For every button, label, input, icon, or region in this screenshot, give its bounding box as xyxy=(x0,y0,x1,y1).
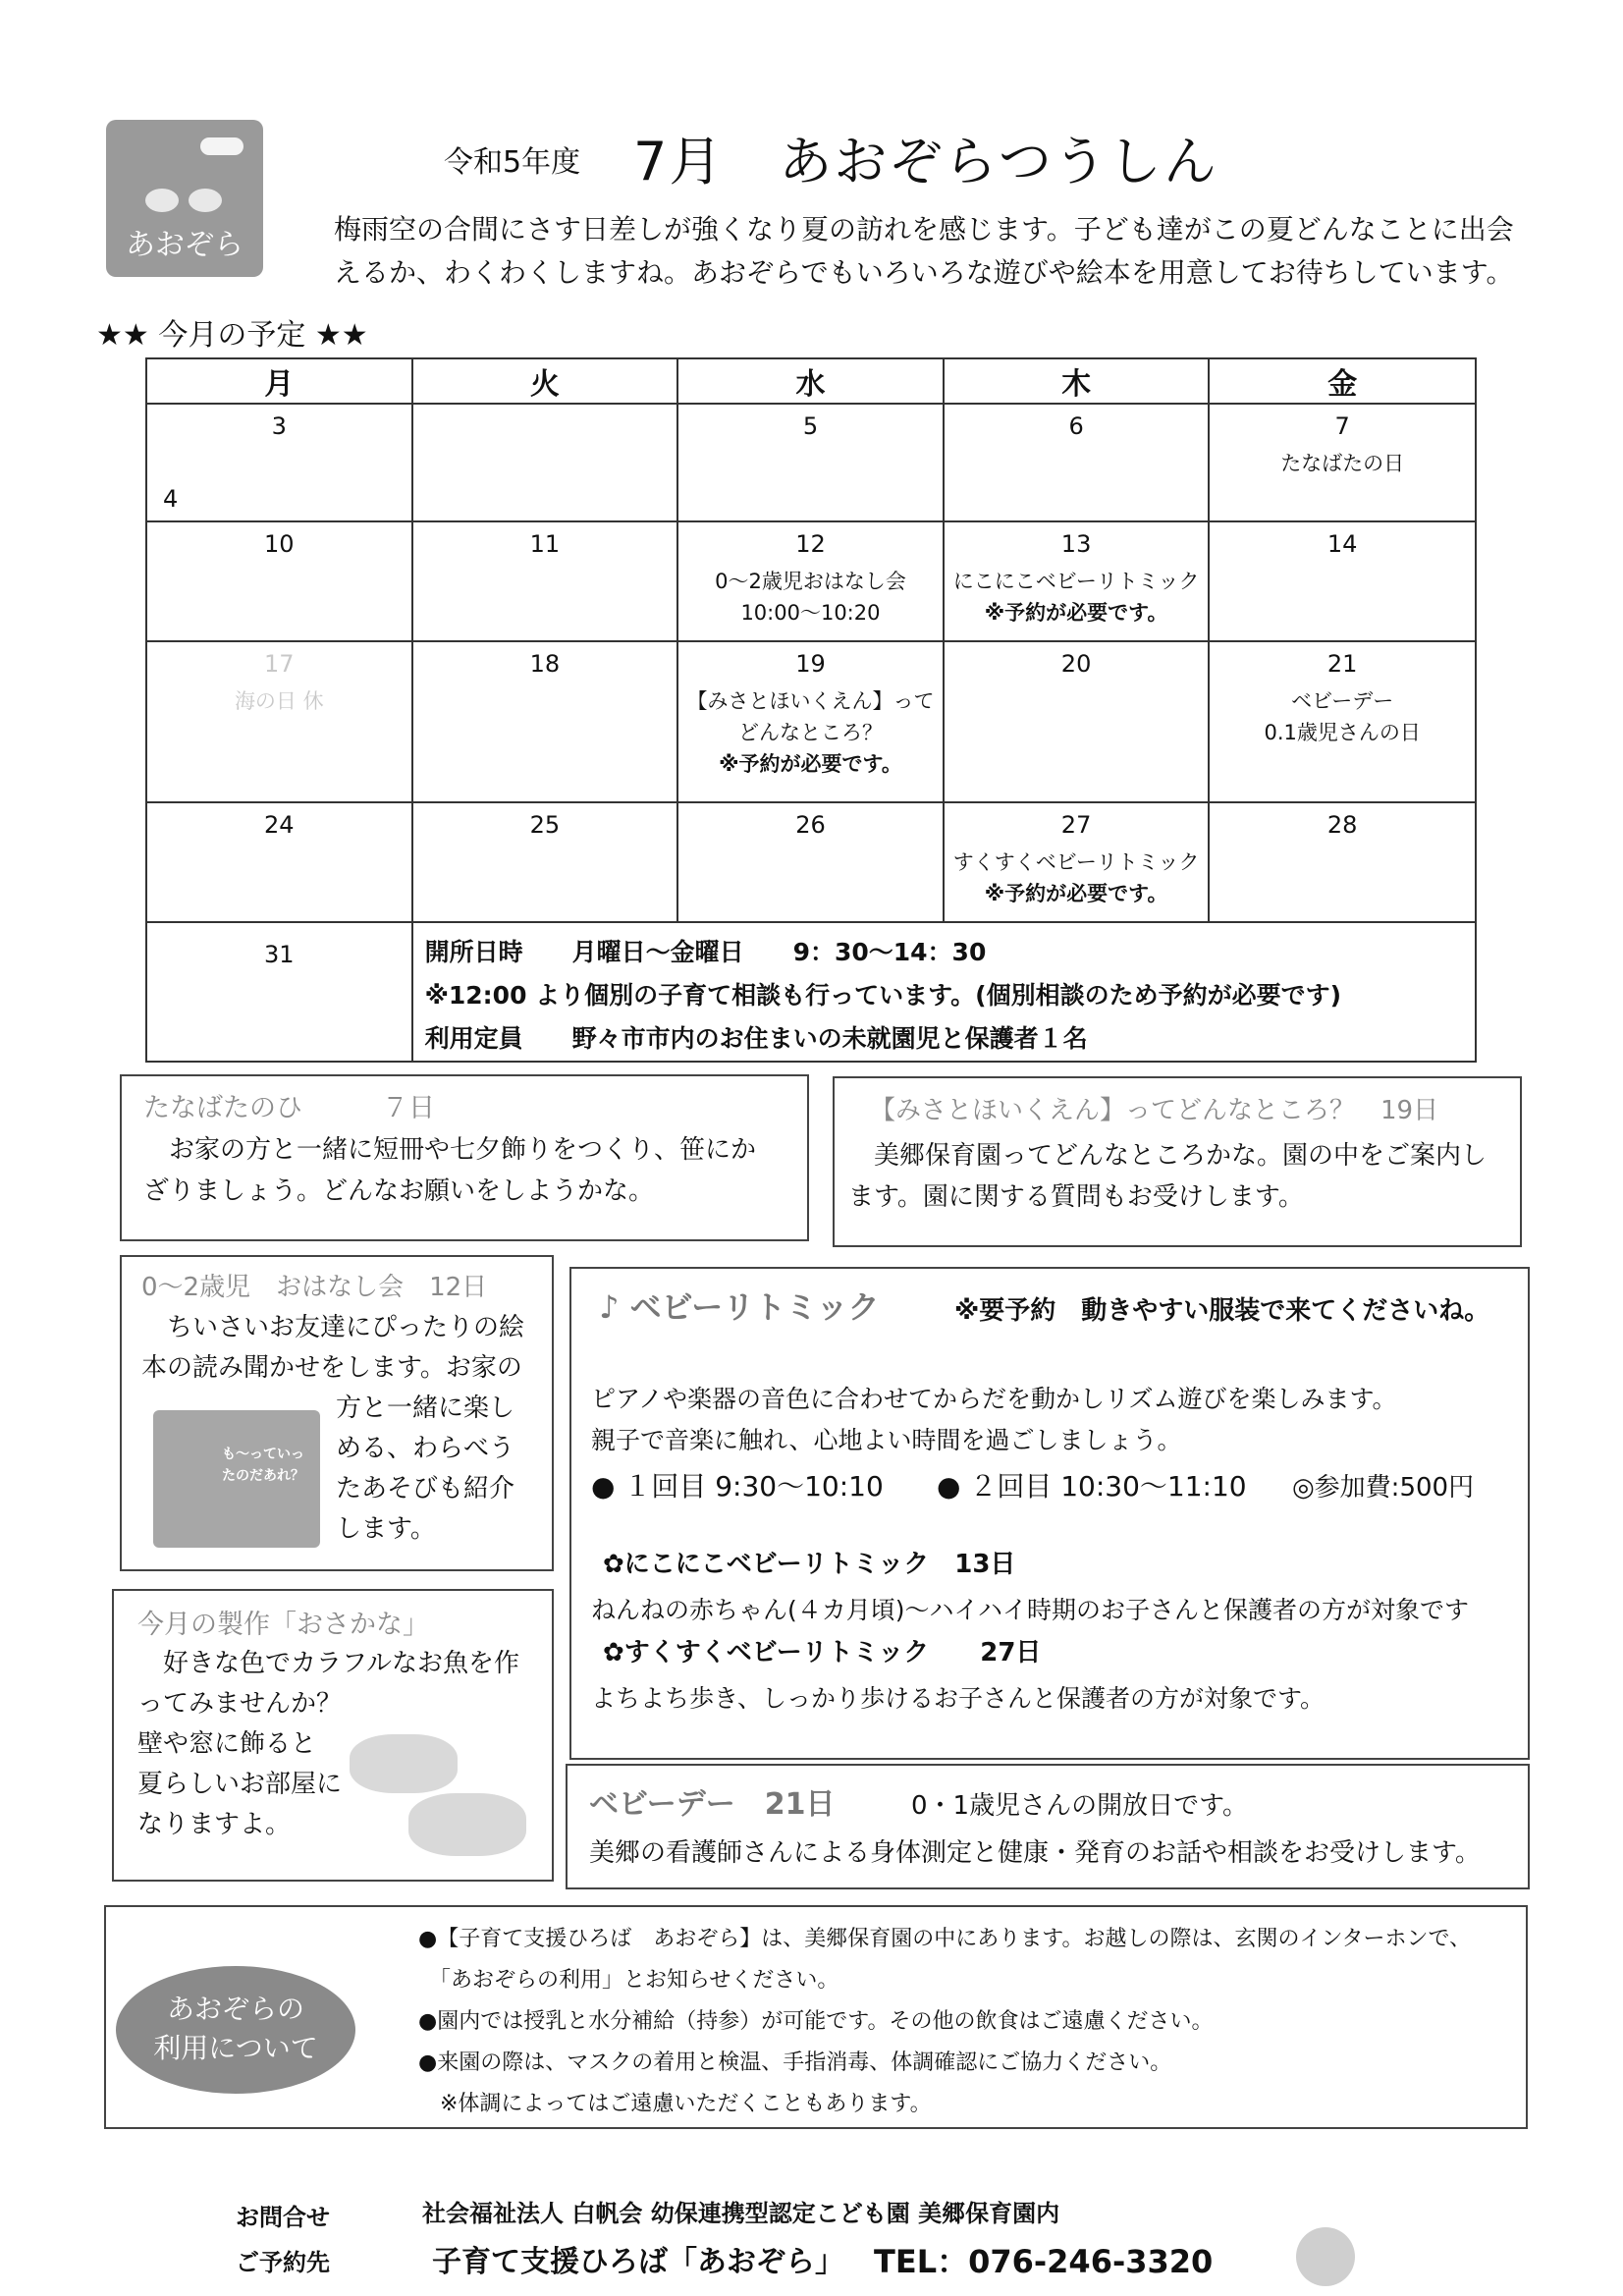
page-title: 7月 あおぞらつうしん xyxy=(633,131,1218,192)
text-line: 壁や窓に飾ると xyxy=(137,1729,317,1759)
calendar-cell xyxy=(146,641,412,802)
bird-icon xyxy=(145,189,179,212)
calendar-cell xyxy=(412,802,678,922)
text-line: ざりましょう。どんなお願いをしようかな。 xyxy=(143,1176,655,1206)
day-number: 31 xyxy=(264,941,295,968)
calendar-event: 【みさとほいくえん】って xyxy=(686,689,935,713)
nico-title: ✿にこにこベビーリトミック 13日 xyxy=(603,1550,1016,1579)
calendar-cell xyxy=(944,802,1210,922)
day-number: 12 xyxy=(795,530,826,558)
session-2: ● ２回目 10:30～11:10 xyxy=(937,1470,1247,1503)
calendar-cell xyxy=(146,802,412,922)
contact-label: お問合せ xyxy=(236,2204,330,2231)
box-text xyxy=(591,1379,1397,1461)
opening-info xyxy=(412,922,1476,1062)
nico-desc: ねんねの赤ちゃん(４カ月頃)～ハイハイ時期のお子さんと保護者の方が対象です xyxy=(591,1596,1470,1624)
weekday-header xyxy=(146,358,1476,404)
calendar-event: 10:00～10:20 xyxy=(740,601,881,625)
box-title: 0～2歳児 おはなし会 12日 xyxy=(141,1273,488,1302)
text-line: 夏らしいお部屋に xyxy=(137,1770,343,1799)
day-number: 17 xyxy=(264,650,295,678)
weekday-wed: 水 xyxy=(677,358,944,404)
bird-icon xyxy=(189,189,222,212)
organization-name: 社会福祉法人 白帆会 幼保連携型認定こども園 美郷保育園内 xyxy=(422,2200,1060,2227)
babyday-desc: 0・1歳児さんの開放日です。 xyxy=(911,1791,1249,1821)
text-line: お家の方と一緒に短冊や七夕飾りをつくり、笹にか xyxy=(143,1135,757,1165)
monthly-calendar xyxy=(145,357,1477,1063)
calendar-cell xyxy=(412,641,678,802)
text-line: ちいさいお友達にぴったりの絵 xyxy=(141,1313,525,1342)
day-number: 11 xyxy=(529,530,561,558)
calendar-cell xyxy=(944,521,1210,641)
logo-text: あおぞら xyxy=(126,228,243,262)
intro-line: 梅雨空の合間にさす日差しが強くなり夏の訪れを感じます。子ども達がこの夏どんなことに出会 xyxy=(334,213,1514,246)
babyday-text: 美郷の看護師さんによる身体測定と健康・発育のお話や相談をお受けします。 xyxy=(589,1838,1481,1868)
calendar-cell xyxy=(1209,404,1476,521)
text-line: 本の読み聞かせをします。お家の xyxy=(141,1353,522,1383)
text-line: たあそびも紹介 xyxy=(336,1474,515,1503)
session-1: ● １回目 9:30～10:10 xyxy=(591,1470,884,1503)
reservation-label: ご予約先 xyxy=(236,2249,330,2276)
day-number: 27 xyxy=(1060,811,1092,839)
craft-box xyxy=(112,1589,554,1882)
calendar-cell xyxy=(412,521,678,641)
text-line: める、わらべう xyxy=(336,1434,515,1463)
day-number: 24 xyxy=(264,811,295,839)
tanabata-box xyxy=(120,1074,809,1241)
calendar-cell xyxy=(677,521,944,641)
suku-desc: よちよち歩き、しっかり歩けるお子さんと保護者の方が対象です。 xyxy=(591,1684,1325,1713)
capacity-info: 利用定員 野々市市内のお住まいの未就園児と保護者１名 xyxy=(424,1024,1088,1053)
oval-line: 利用について xyxy=(153,2032,318,2064)
aozora-logo xyxy=(106,120,263,277)
calendar-week xyxy=(146,922,1476,1062)
calendar-event: 海の日 休 xyxy=(234,689,324,713)
facility-name: 子育て支援ひろば「あおぞら」 xyxy=(432,2245,844,2279)
calendar-cell xyxy=(146,521,412,641)
calendar-cell xyxy=(146,404,412,521)
text-line: 「あおぞらの利用」とお知らせください。 xyxy=(418,1968,839,1993)
text-line: ます。園に関する質問もお受けします。 xyxy=(848,1182,1304,1212)
text-line: ●来園の際は、マスクの着用と検温、手指消毒、体調確認にご協力ください。 xyxy=(418,2050,1172,2075)
calendar-week xyxy=(146,521,1476,641)
box-title: たなばたのひ ７日 xyxy=(143,1093,435,1123)
calendar-cell xyxy=(677,404,944,521)
oval-line: あおぞらの xyxy=(166,1993,304,2025)
consultation-note: ※12:00 より個別の子育て相談も行っています。(個別相談のため予約が必要です) xyxy=(424,981,1342,1010)
text-line: ●【子育て支援ひろば あおぞら】は、美郷保育園の中にあります。お越しの際は、玄関のインターホンで、 xyxy=(418,1927,1472,1951)
calendar-week xyxy=(146,802,1476,922)
weekday-fri: 金 xyxy=(1209,358,1476,404)
day-number: 10 xyxy=(264,530,295,558)
text-line: します。 xyxy=(336,1514,436,1544)
calendar-event: すくすくベビーリトミック xyxy=(952,850,1200,874)
reservation-note: ※要予約 動きやすい服装で来てくださいね。 xyxy=(954,1296,1490,1326)
text-line: ってみませんか？ xyxy=(137,1689,343,1719)
day-number: 20 xyxy=(1060,650,1092,678)
box-title: ベビーデー 21日 xyxy=(589,1787,836,1822)
calendar-week xyxy=(146,641,1476,802)
calendar-cell xyxy=(677,641,944,802)
text-line: ※体調によってはご遠慮いただくこともあります。 xyxy=(418,2092,932,2116)
day-number: 25 xyxy=(529,811,561,839)
calendar-cell xyxy=(412,404,678,521)
fish-icon xyxy=(408,1793,526,1856)
participation-fee: ◎参加費:500円 xyxy=(1292,1473,1475,1503)
reservation-note: ※予約が必要です。 xyxy=(719,752,902,776)
usage-oval xyxy=(116,1966,355,2094)
calendar-event: 0～2歳児おはなし会 xyxy=(715,570,906,593)
calendar-cell xyxy=(944,404,1210,521)
calendar-event: ベビーデー xyxy=(1291,689,1394,713)
box-text xyxy=(143,1129,756,1212)
text-line: 親子で音楽に触れ、心地よい時間を過ごしましょう。 xyxy=(591,1426,1182,1454)
day-number: 4 xyxy=(163,485,179,513)
book-cover-text: も～っていったのだあれ？ xyxy=(222,1447,304,1484)
day-number: 18 xyxy=(529,650,561,678)
schedule-title: ★★ 今月の予定 ★★ xyxy=(96,318,368,353)
day-number: 14 xyxy=(1326,530,1358,558)
text-line: ピアノや楽器の音色に合わせてからだを動かしリズム遊びを楽しみます。 xyxy=(591,1385,1397,1413)
fish-craft-illustration xyxy=(350,1728,536,1866)
day-number: 28 xyxy=(1326,811,1358,839)
text-line: ●園内では授乳と水分補給（持参）が可能です。その他の飲食はご遠慮ください。 xyxy=(418,2009,1214,2034)
rhythmic-box xyxy=(569,1267,1530,1760)
ohanashi-box xyxy=(120,1255,554,1571)
text-line: 美郷保育園ってどんなところかな。園の中をご案内し xyxy=(848,1141,1488,1171)
day-number: 13 xyxy=(1060,530,1092,558)
opening-hours: 開所日時 月曜日～金曜日 9：30～14：30 xyxy=(424,938,987,966)
calendar-week xyxy=(146,404,1476,521)
intro-line: えるか、わくわくしますね。あおぞらでもいろいろな遊びや絵本を用意してお待ちしています。 xyxy=(334,256,1514,289)
calendar-cell xyxy=(1209,802,1476,922)
usage-box xyxy=(104,1905,1528,2129)
box-text xyxy=(336,1389,514,1550)
day-number: 21 xyxy=(1326,650,1358,678)
fish-icon xyxy=(350,1734,458,1793)
calendar-event: たなばたの日 xyxy=(1280,452,1405,475)
calendar-cell xyxy=(1209,521,1476,641)
calendar-cell xyxy=(677,802,944,922)
box-title: 【みさとほいくえん】ってどんなところ？ 19日 xyxy=(870,1096,1439,1125)
phone-number[interactable]: TEL：076-246-3320 xyxy=(874,2243,1214,2280)
intro-text xyxy=(334,208,1522,295)
box-text xyxy=(141,1308,524,1389)
text-line: なりますよ。 xyxy=(137,1810,292,1839)
usage-text xyxy=(418,1919,1471,2125)
calendar-event: にこにこベビーリトミック xyxy=(952,570,1200,593)
day-number: 7 xyxy=(1334,412,1350,440)
day-number: 19 xyxy=(795,650,826,678)
character-illustration xyxy=(1296,2227,1355,2286)
text-line: 方と一緒に楽し xyxy=(336,1394,515,1423)
reservation-note: ※予約が必要です。 xyxy=(984,601,1168,625)
calendar-event: 0.1歳児さんの日 xyxy=(1264,721,1421,744)
box-text xyxy=(848,1135,1487,1218)
weekday-tue: 火 xyxy=(412,358,678,404)
calendar-cell xyxy=(944,641,1210,802)
day-number: 26 xyxy=(795,811,826,839)
fiscal-year: 令和5年度 xyxy=(444,145,581,180)
calendar-event: どんなところ？ xyxy=(737,721,883,744)
cloud-icon xyxy=(200,137,243,155)
calendar-cell xyxy=(146,922,412,1062)
day-number: 3 xyxy=(271,412,287,440)
box-title: 今月の製作「おさかな」 xyxy=(137,1610,429,1640)
day-number: 5 xyxy=(802,412,819,440)
reservation-note: ※予約が必要です。 xyxy=(984,882,1168,905)
text-line: 好きな色でカラフルなお魚を作 xyxy=(137,1649,519,1678)
suku-title: ✿すくすくベビーリトミック 27日 xyxy=(603,1638,1042,1667)
misato-box xyxy=(833,1076,1522,1247)
calendar-cell xyxy=(1209,641,1476,802)
box-title: ♪ ベビーリトミック xyxy=(599,1288,880,1326)
weekday-mon: 月 xyxy=(146,358,412,404)
picture-book-illustration xyxy=(153,1410,320,1548)
day-number: 6 xyxy=(1068,412,1084,440)
babyday-box xyxy=(566,1764,1530,1889)
weekday-thu: 木 xyxy=(944,358,1210,404)
